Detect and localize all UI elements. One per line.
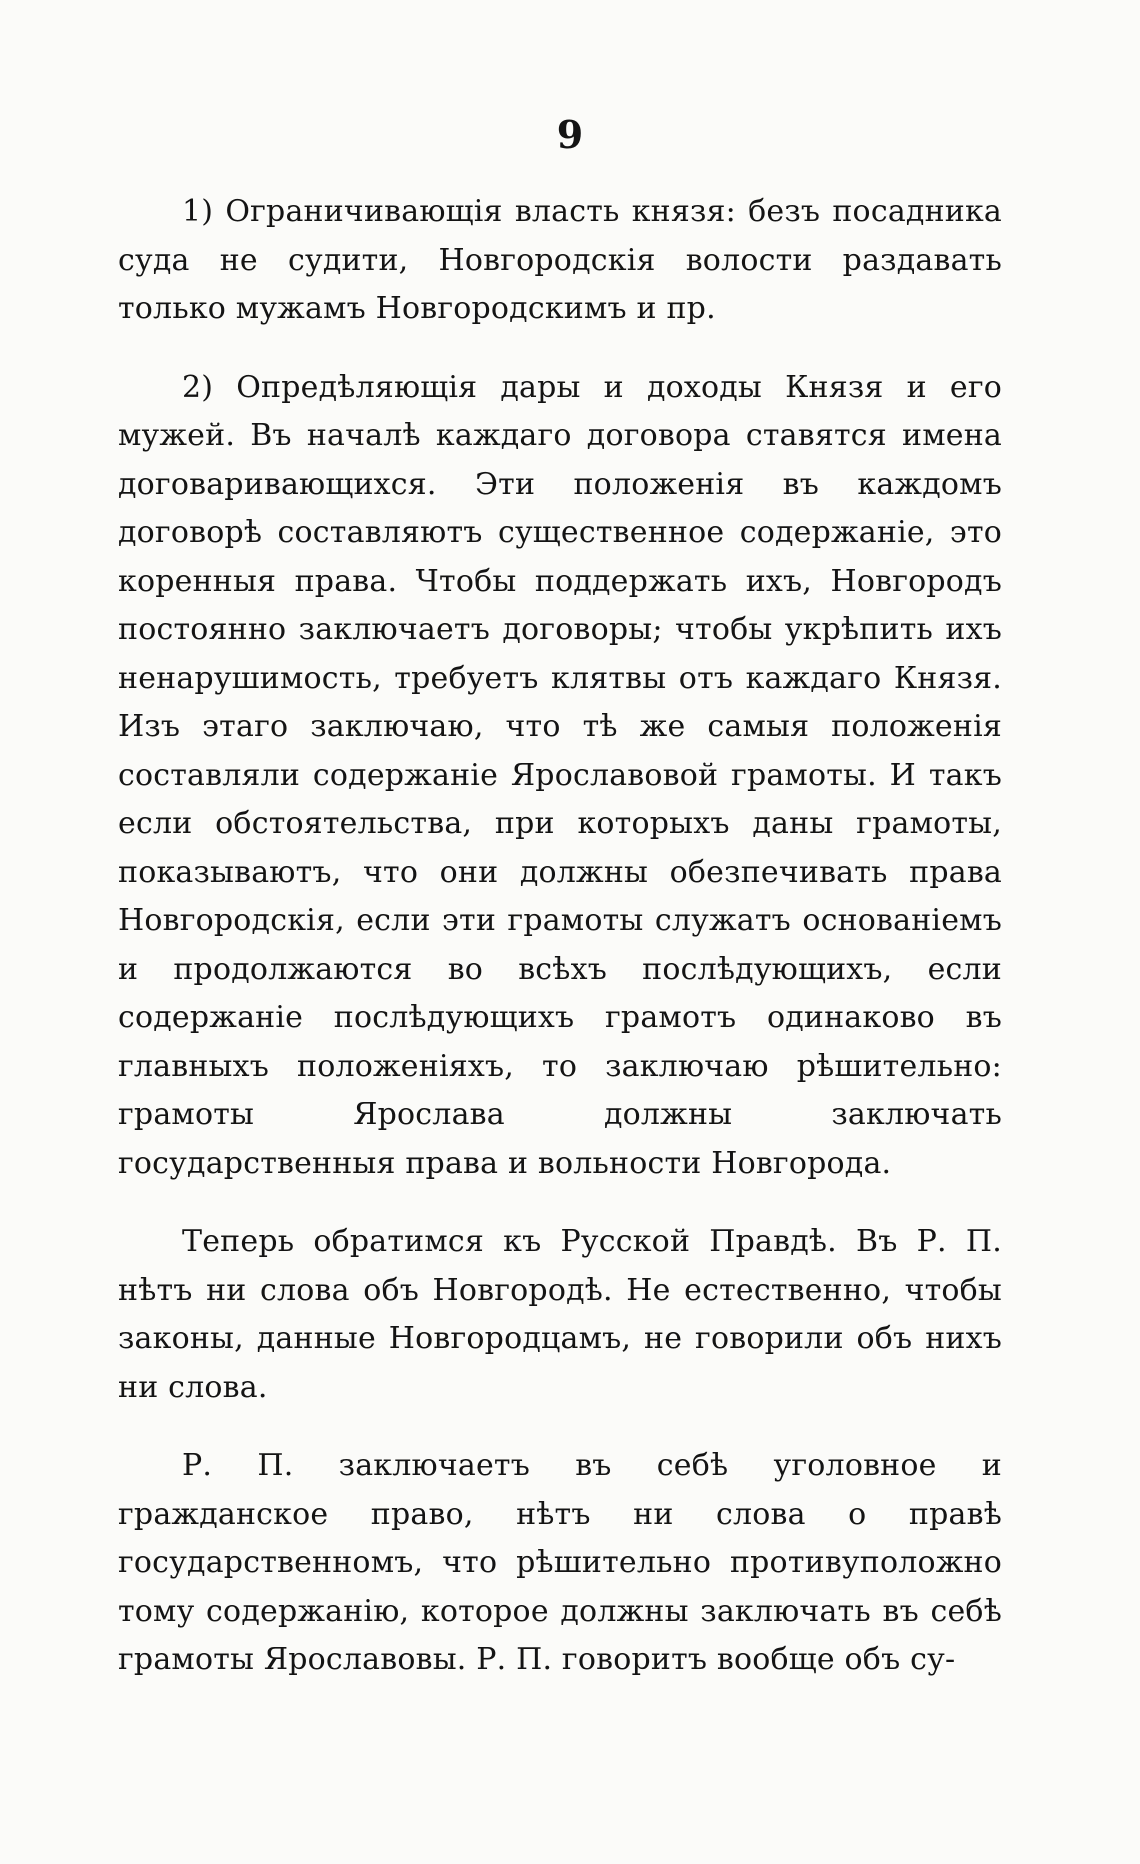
paragraph-rp-content: Р. П. заключаетъ въ себѣ уголовное и гражданское право, нѣтъ ни слова о правѣ государственномъ, что рѣшительно противуположно тому содержанію, которое должны заключать въ себѣ грамоты Ярославовы. Р. П. говоритъ вообще объ су- — [118, 1448, 1002, 1677]
page-body — [118, 188, 1002, 1715]
paragraph-limiting-clauses: 1) Ограничивающія власть князя: безъ посадника суда не судити, Новгородскія волости раздавать только мужамъ Новгородскимъ и пр. — [118, 194, 1002, 326]
paragraph-russkaya-pravda: Теперь обратимся къ Русской Правдѣ. Въ Р. П. нѣтъ ни слова объ Новгородѣ. Не естественно, чтобы законы, данные Новгородцамъ, не говорили объ нихъ ни слова. — [118, 1224, 1002, 1405]
paragraph-defining-clauses: 2) Опредѣляющія дары и доходы Князя и его мужей. Въ началѣ каждаго договора ставятся имена договаривающихся. Эти положенія въ каждомъ договорѣ составляютъ существенное содержаніе, это коренныя права. Чтобы поддержать ихъ, Новгородъ постоянно заключаетъ договоры; чтобы укрѣпить ихъ ненарушимость, требуетъ клятвы отъ каждаго Князя. Изъ этаго заключаю, что тѣ же самыя положенія составляли содержаніе Ярославовой грамоты. И такъ если обстоятельства, при которыхъ даны грамоты, показываютъ, что они должны обезпечивать права Новгородскія, если эти грамоты служатъ основаніемъ и продолжаются во всѣхъ послѣдующихъ, если содержаніе послѣдующихъ грамотъ одинаково въ главныхъ положеніяхъ, то заключаю рѣшительно: грамоты Ярослава должны заключать государственныя права и вольности Новгорода. — [118, 369, 1002, 1181]
page-number: 9 — [556, 112, 584, 157]
